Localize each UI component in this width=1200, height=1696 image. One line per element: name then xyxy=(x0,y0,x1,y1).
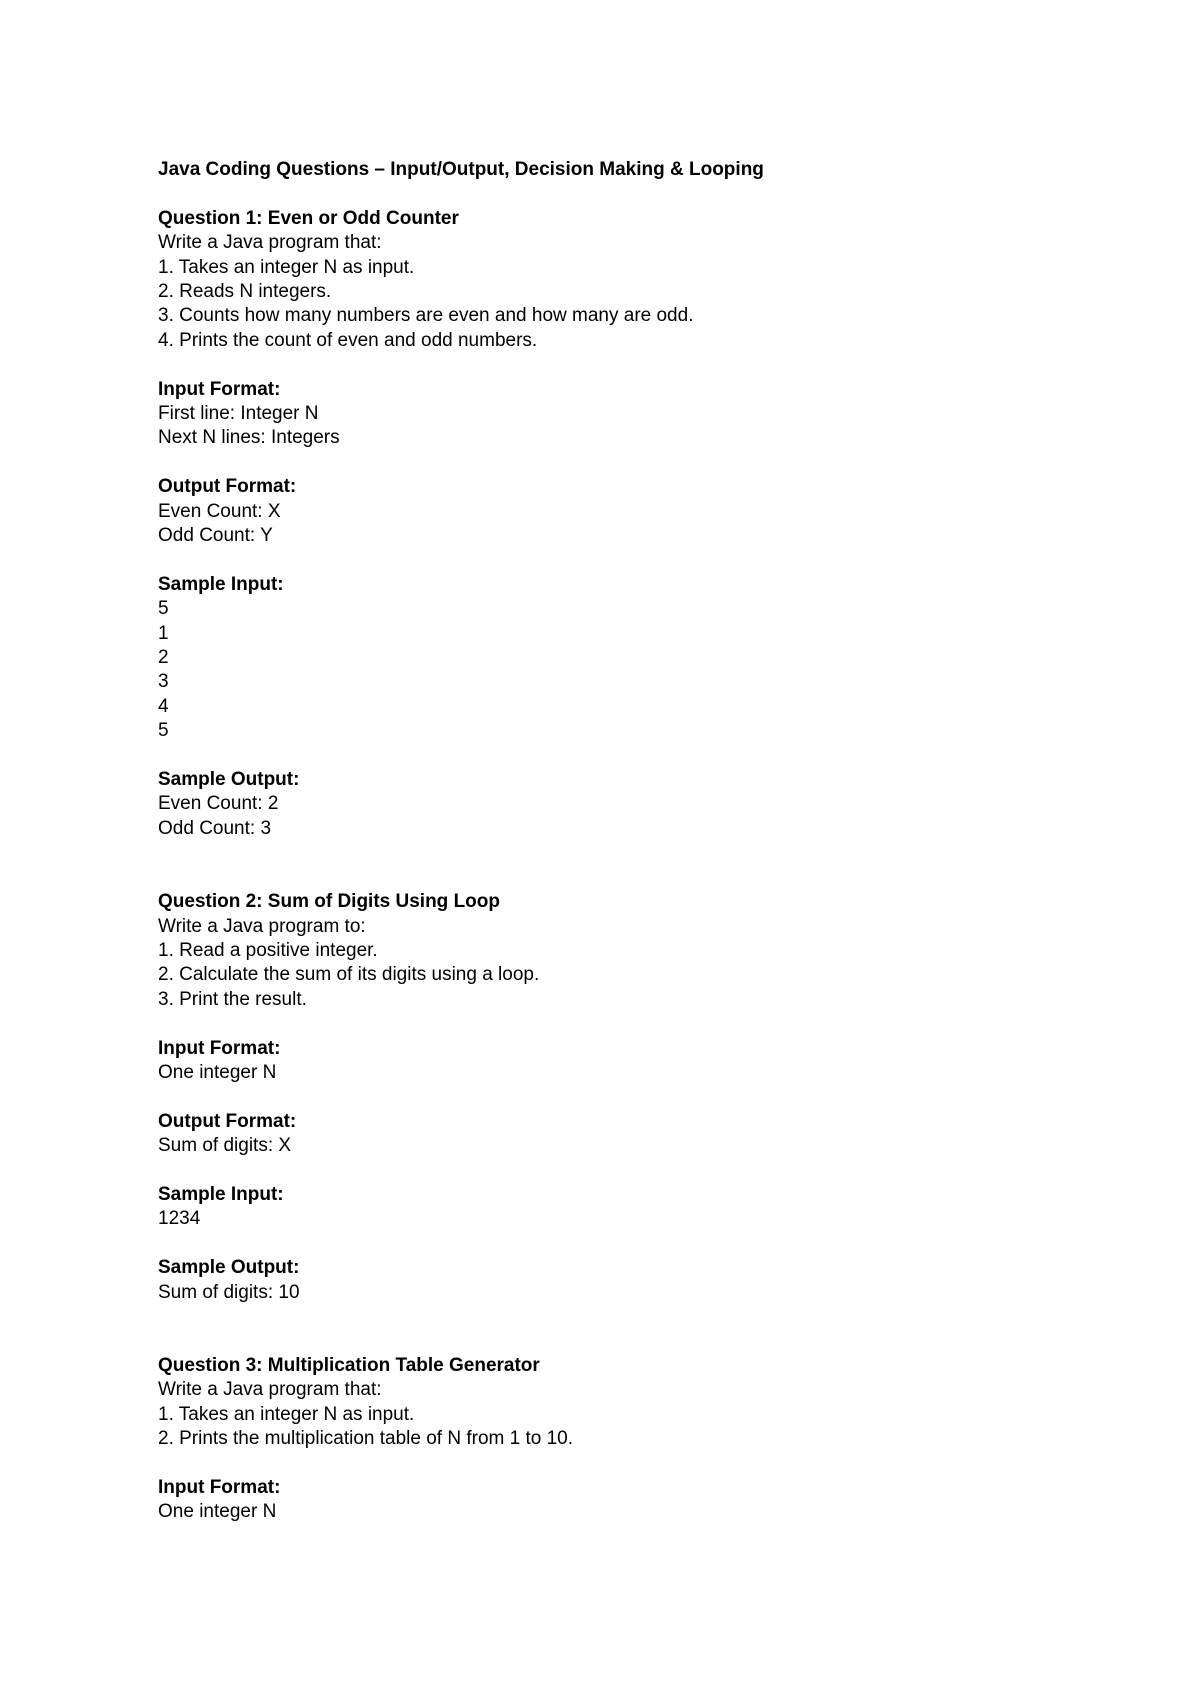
question-step: 1. Read a positive integer. xyxy=(158,939,378,961)
spacer xyxy=(158,548,1118,572)
input-format-label: Input Format: xyxy=(158,378,281,400)
sample-input-line: 1234 xyxy=(158,1208,201,1230)
output-format-label: Output Format: xyxy=(158,1110,297,1132)
input-format-line: First line: Integer N xyxy=(158,403,319,425)
spacer xyxy=(158,1085,1118,1109)
spacer xyxy=(158,1305,1118,1354)
spacer xyxy=(158,353,1118,377)
spacer xyxy=(158,1232,1118,1256)
output-format-label: Output Format: xyxy=(158,476,297,498)
output-format-line: Odd Count: Y xyxy=(158,525,273,547)
question-1 xyxy=(158,207,1118,842)
question-step: 2. Prints the multiplication table of N from 1 to 10. xyxy=(158,1427,574,1449)
sample-input-line: 5 xyxy=(158,720,169,742)
sample-output-label: Sample Output: xyxy=(158,1257,300,1279)
document-title: Java Coding Questions – Input/Output, Decision Making & Looping xyxy=(158,159,764,180)
question-intro: Write a Java program to: xyxy=(158,915,366,937)
question-intro: Write a Java program that: xyxy=(158,232,382,254)
question-step: 2. Calculate the sum of its digits using a loop. xyxy=(158,964,540,986)
question-heading: Question 1: Even or Odd Counter xyxy=(158,207,459,229)
input-format-line: Next N lines: Integers xyxy=(158,427,340,449)
output-format-line: Sum of digits: X xyxy=(158,1135,292,1157)
input-format-line: One integer N xyxy=(158,1501,277,1523)
spacer xyxy=(158,451,1118,475)
sample-output-line: Sum of digits: 10 xyxy=(158,1281,300,1303)
sample-input-line: 3 xyxy=(158,671,169,693)
question-step: 1. Takes an integer N as input. xyxy=(158,1403,415,1425)
question-step: 3. Counts how many numbers are even and how many are odd. xyxy=(158,305,694,327)
spacer xyxy=(158,1159,1118,1183)
sample-input-line: 1 xyxy=(158,622,169,644)
output-format-line: Even Count: X xyxy=(158,500,281,522)
spacer xyxy=(158,744,1118,768)
question-step: 1. Takes an integer N as input. xyxy=(158,256,415,278)
input-format-label: Input Format: xyxy=(158,1037,281,1059)
question-intro: Write a Java program that: xyxy=(158,1379,382,1401)
question-3 xyxy=(158,1354,1118,1525)
input-format-line: One integer N xyxy=(158,1061,277,1083)
question-step: 3. Print the result. xyxy=(158,988,307,1010)
spacer xyxy=(158,1012,1118,1036)
sample-input-line: 2 xyxy=(158,647,169,669)
sample-input-line: 5 xyxy=(158,598,169,620)
sample-output-line: Even Count: 2 xyxy=(158,793,279,815)
sample-output-label: Sample Output: xyxy=(158,769,300,791)
sample-output-line: Odd Count: 3 xyxy=(158,817,272,839)
question-2 xyxy=(158,890,1118,1305)
sample-input-label: Sample Input: xyxy=(158,573,284,595)
sample-input-label: Sample Input: xyxy=(158,1183,284,1205)
sample-input-line: 4 xyxy=(158,695,169,717)
question-step: 4. Prints the count of even and odd numbers. xyxy=(158,329,538,351)
input-format-label: Input Format: xyxy=(158,1476,281,1498)
spacer xyxy=(158,1451,1118,1475)
question-step: 2. Reads N integers. xyxy=(158,281,332,303)
spacer xyxy=(158,182,1118,206)
question-heading: Question 3: Multiplication Table Generator xyxy=(158,1354,540,1376)
spacer xyxy=(158,841,1118,890)
question-heading: Question 2: Sum of Digits Using Loop xyxy=(158,891,500,913)
document-page xyxy=(158,158,1118,1525)
